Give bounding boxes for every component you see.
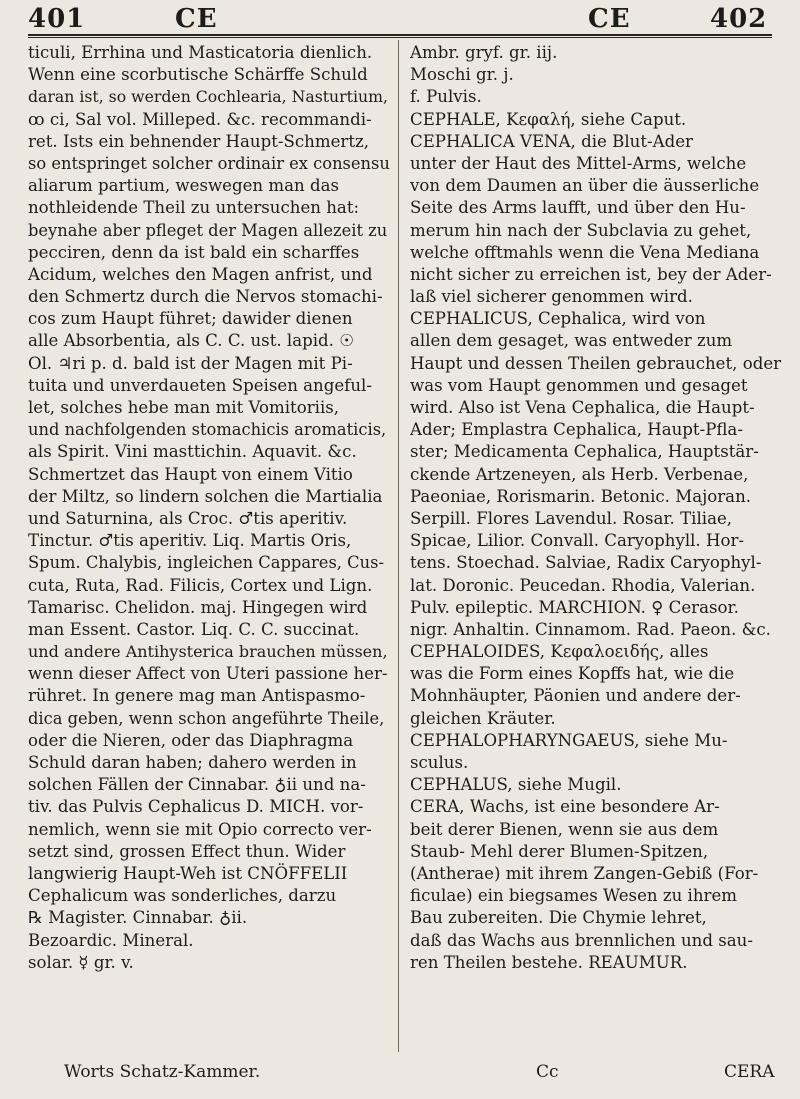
running-head-right: CE — [588, 4, 631, 34]
text-line: Pulv. epileptic. MARCHION. ♀ Cerasor. — [410, 597, 739, 617]
text-line: Schuld daran haben; dahero werden in — [28, 753, 357, 772]
text-line: lat. Doronic. Peucedan. Rhodia, Valerian. — [410, 575, 756, 595]
text-line: CEPHALOIDES, Κεφαλοειδής, alles — [410, 642, 709, 662]
text-line: alle Absorbentia, als C. C. ust. lapid. ☉ — [28, 331, 355, 351]
text-line: daß das Wachs aus brennlichen und sau- — [410, 930, 753, 950]
text-line: CEPHALOPHARYNGAEUS, siehe Mu- — [410, 730, 728, 750]
text-line: ℞ Magister. Cinnabar. ♁ii. — [28, 908, 248, 928]
footer-signature: Cc — [536, 1062, 559, 1082]
text-line: CEPHALICA VENA, die Blut-Ader — [410, 131, 693, 151]
text-line: let, solches hebe man mit Vomitoriis, — [28, 398, 340, 417]
text-line: sculus. — [410, 753, 469, 772]
text-line: cuta, Ruta, Rad. Filicis, Cortex und Lign. — [28, 575, 373, 595]
text-line: wenn dieser Affect von Uteri passione her- — [28, 664, 388, 684]
text-line: (Antherae) mit ihrem Zangen-Gebiß (For- — [410, 863, 759, 883]
text-line: nothleidende Theil zu untersuchen hat: — [28, 198, 360, 218]
right-column — [410, 42, 782, 974]
text-line: beynahe aber pfleget der Magen allezeit zu — [28, 220, 388, 240]
text-line: tiv. das Pulvis Cephalicus D. MICH. vor- — [28, 797, 364, 817]
text-line: rühret. In genere mag man Antispasmo- — [28, 686, 366, 706]
text-line: ren Theilen bestehe. REAUMUR. — [410, 952, 688, 972]
page-number-left: 401 — [28, 4, 86, 34]
text-line: ret. Ists ein behnender Haupt-Schmertz, — [28, 131, 370, 151]
text-line: Mohnhäupter, Päonien und andere der- — [410, 686, 741, 706]
text-line: ꝏ ci, Sal vol. Milleped. &c. recommandi- — [28, 109, 372, 129]
text-line: was vom Haupt genommen und gesaget — [410, 375, 748, 395]
text-line: oder die Nieren, oder das Diaphragma — [28, 730, 354, 750]
text-line: Wenn eine scorbutische Schärffe Schuld — [28, 65, 368, 85]
text-line: Bau zubereiten. Die Chymie lehret, — [410, 908, 707, 928]
text-line: Ader; Emplastra Cephalica, Haupt-Pfla- — [410, 420, 743, 440]
text-line: tens. Stoechad. Salviae, Radix Caryophyl- — [410, 553, 762, 573]
text-line: Haupt und dessen Theilen gebrauchet, oder — [410, 353, 782, 373]
text-line: ster; Medicamenta Cephalica, Hauptstär- — [410, 442, 759, 462]
text-line: nicht sicher zu erreichen ist, bey der Ader- — [410, 264, 772, 284]
text-line: pecciren, denn da ist bald ein scharffes — [28, 242, 360, 262]
text-line: den Schmertz durch die Nervos stomachi- — [28, 287, 383, 307]
text-line: solchen Fällen der Cinnabar. ♁ii und na- — [28, 775, 366, 795]
text-line: Seite des Arms laufft, und über den Hu- — [410, 198, 746, 218]
text-line: und nachfolgenden stomachicis aromaticis, — [28, 420, 387, 440]
text-line: man Essent. Castor. Liq. C. C. succinat. — [28, 619, 360, 639]
left-column — [28, 42, 390, 974]
text-line: aliarum partium, weswegen man das — [28, 176, 340, 196]
text-line: CERA, Wachs, ist eine besondere Ar- — [410, 797, 720, 817]
text-line: Serpill. Flores Lavendul. Rosar. Tiliae, — [410, 508, 733, 528]
column-divider — [398, 40, 399, 1052]
text-line: Moschi gr. j. — [410, 65, 514, 85]
text-line: Spum. Chalybis, ingleichen Cappares, Cus- — [28, 553, 384, 573]
page-footer — [0, 1056, 800, 1092]
text-line: langwierig Haupt-Weh ist CNÖFFELII — [28, 863, 348, 883]
text-line: was die Form eines Kopffs hat, wie die — [410, 664, 735, 684]
text-line: und Saturnina, als Croc. ♂tis aperitiv. — [28, 508, 348, 528]
text-line: laß viel sicherer genommen wird. — [410, 287, 693, 307]
text-line: und andere Antihysterica brauchen müssen, — [28, 642, 388, 662]
text-line: Staub- Mehl derer Blumen-Spitzen, — [410, 841, 709, 861]
text-line: CEPHALUS, siehe Mugil. — [410, 775, 622, 795]
header-rule — [28, 34, 772, 36]
text-line: nigr. Anhaltin. Cinnamom. Rad. Paeon. &c. — [410, 619, 771, 639]
text-line: Schmertzet das Haupt von einem Vitio — [28, 464, 353, 484]
text-line: so entspringet solcher ordinair ex consensu — [28, 153, 390, 173]
footer-catchword-left: Worts Schatz-Kammer. — [64, 1062, 261, 1082]
text-line: unter der Haut des Mittel-Arms, welche — [410, 153, 747, 173]
text-line: Paeoniae, Rorismarin. Betonic. Majoran. — [410, 486, 752, 506]
text-line: dica geben, wenn schon angeführte Theile, — [28, 708, 385, 728]
running-head-left: CE — [175, 4, 218, 34]
text-line: CEPHALICUS, Cephalica, wird von — [410, 309, 706, 329]
text-line: setzt sind, grossen Effect thun. Wider — [28, 841, 346, 861]
text-line: Cephalicum was sonderliches, darzu — [28, 886, 337, 906]
text-line: Acidum, welches den Magen anfrist, und — [28, 264, 373, 284]
text-line: ckende Artzeneyen, als Herb. Verbenae, — [410, 464, 749, 484]
text-line: tuita und unverdaueten Speisen angeful- — [28, 375, 372, 395]
text-line: von dem Daumen an über die äusserliche — [410, 176, 760, 196]
text-line: Ambr. gryf. gr. iij. — [410, 43, 558, 62]
footer-catchword-right: CERA — [724, 1062, 775, 1082]
header-rule-thin — [28, 37, 772, 38]
page-number-right: 402 — [710, 4, 768, 34]
text-line: f. Pulvis. — [410, 87, 482, 107]
text-line: der Miltz, so lindern solchen die Martialia — [28, 486, 383, 506]
text-line: wird. Also ist Vena Cephalica, die Haupt- — [410, 398, 755, 417]
text-line: Spicae, Lilior. Convall. Caryophyll. Hor- — [410, 531, 744, 551]
text-line: cos zum Haupt führet; dawider dienen — [28, 309, 353, 329]
text-line: daran ist, so werden Cochlearia, Nasturtium, — [28, 87, 388, 107]
text-line: als Spirit. Vini masttichin. Aquavit. &c. — [28, 442, 357, 462]
text-line: beit derer Bienen, wenn sie aus dem — [410, 819, 719, 839]
page-header — [0, 0, 800, 40]
text-line: ficulae) ein biegsames Wesen zu ihrem — [410, 886, 738, 906]
text-line: welche offtmahls wenn die Vena Mediana — [410, 242, 760, 262]
text-line: Tamarisc. Chelidon. maj. Hingegen wird — [28, 597, 368, 617]
text-line: solar. ☿ gr. v. — [28, 952, 134, 972]
text-line: allen dem gesaget, was entweder zum — [410, 331, 733, 351]
text-line: CEPHALE, Κεφαλή, siehe Caput. — [410, 109, 687, 129]
text-line: nemlich, wenn sie mit Opio correcto ver- — [28, 819, 372, 839]
text-line: Ol. ♃ri p. d. bald ist der Magen mit Pi- — [28, 353, 353, 373]
text-line: Tinctur. ♂tis aperitiv. Liq. Martis Oris, — [28, 531, 352, 551]
text-line: ticuli, Errhina und Masticatoria dienlich. — [28, 43, 373, 62]
text-line: Bezoardic. Mineral. — [28, 930, 194, 950]
text-line: merum hin nach der Subclavia zu gehet, — [410, 220, 752, 240]
text-line: gleichen Kräuter. — [410, 708, 556, 728]
